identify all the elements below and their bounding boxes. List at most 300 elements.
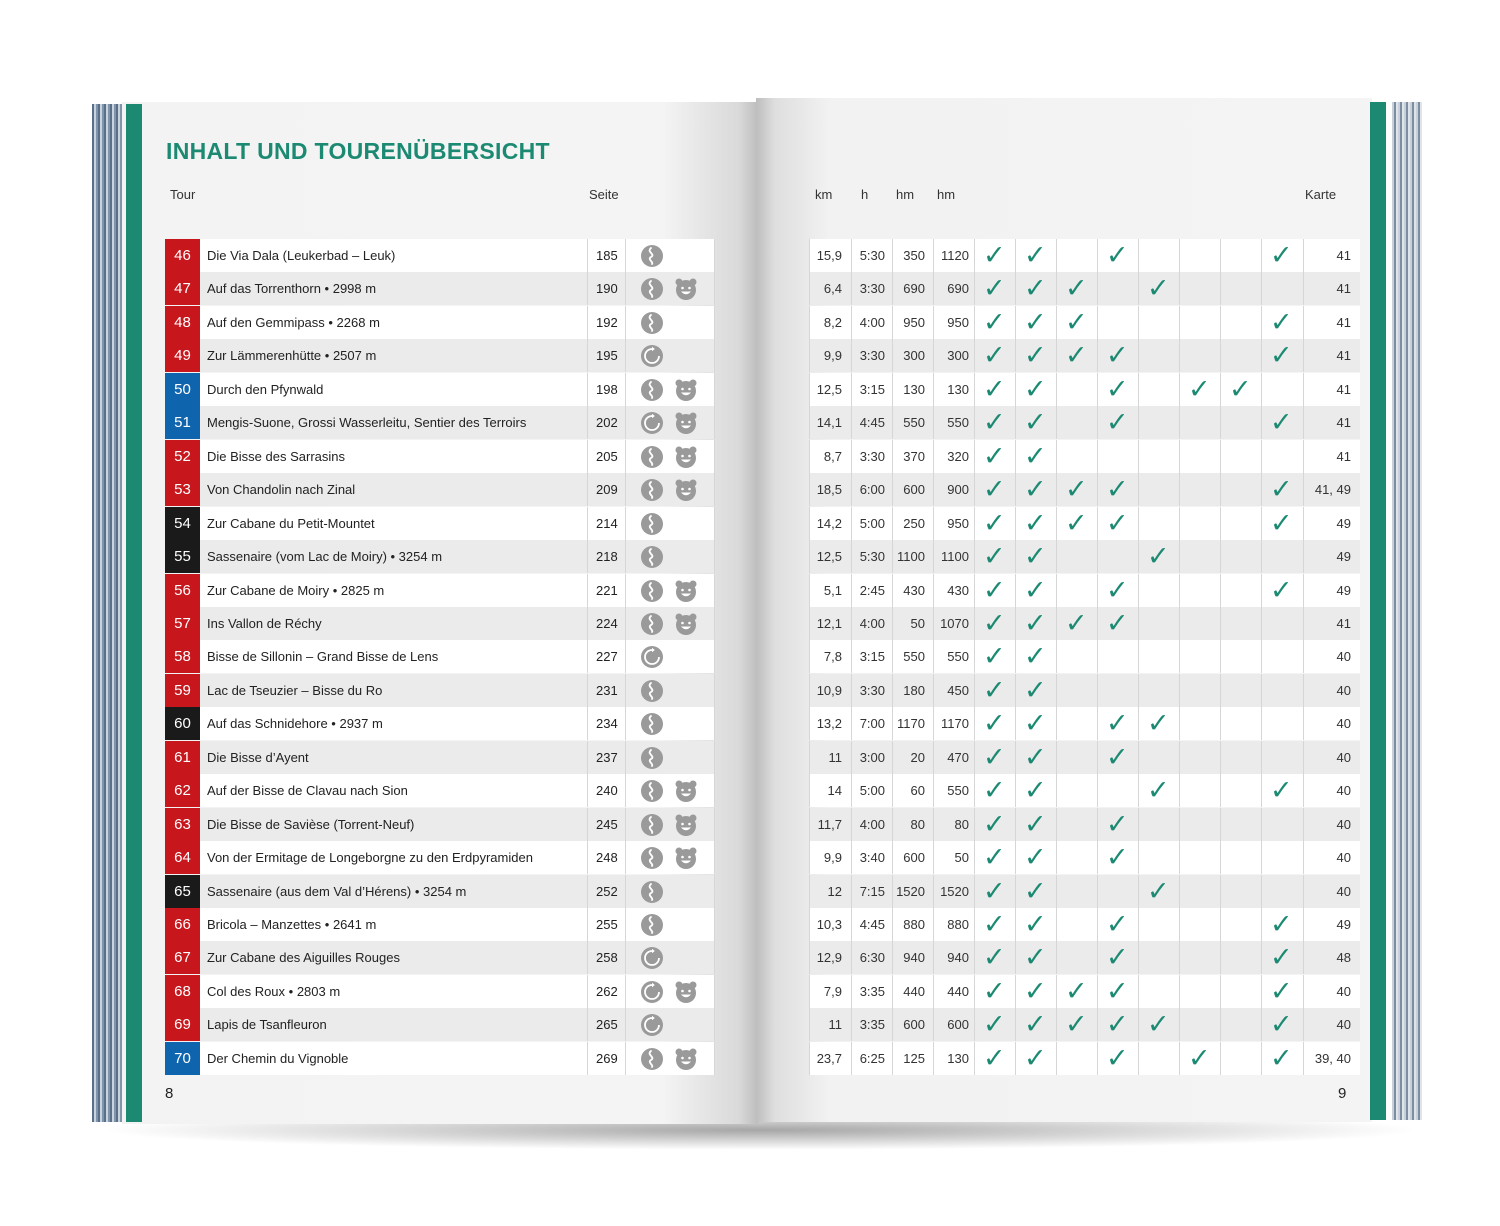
column-divider: [625, 406, 626, 439]
column-divider: [1179, 741, 1180, 774]
tour-page: 202: [596, 415, 618, 431]
route-oneway-icon: [640, 545, 664, 569]
checkmark-icon: ✓: [1270, 909, 1293, 939]
tour-down: 1100: [941, 549, 969, 565]
tour-karte: 49: [1336, 917, 1351, 932]
tour-up: 1170: [897, 716, 925, 732]
checkmark-icon: ✓: [1024, 1042, 1047, 1073]
column-divider: [714, 406, 715, 439]
checkmark-icon: ✓: [983, 240, 1006, 270]
route-oneway-icon: [640, 712, 664, 736]
tour-name[interactable]: Zur Lämmerenhütte • 2507 m: [207, 348, 377, 364]
column-divider: [1097, 640, 1098, 673]
column-divider: [587, 741, 588, 774]
tour-page: 221: [596, 582, 618, 598]
checkmark-icon: ✓: [1106, 474, 1129, 505]
page-title: INHALT UND TOURENÜBERSICHT: [166, 138, 550, 164]
column-divider: [1015, 607, 1016, 640]
tour-km: 14,2: [816, 515, 842, 531]
column-divider: [1015, 473, 1016, 506]
table-row: [809, 841, 1360, 874]
tour-name[interactable]: Col des Roux • 2803 m: [207, 983, 341, 999]
checkmark-icon: ✓: [1065, 273, 1088, 304]
tour-name[interactable]: Auf den Gemmipass • 2268 m: [207, 314, 380, 330]
tour-karte: 40: [1336, 716, 1351, 732]
column-divider: [974, 306, 975, 339]
column-divider: [587, 574, 588, 607]
tour-name[interactable]: Zur Cabane des Aiguilles Rouges: [207, 950, 400, 966]
tour-up: 370: [903, 448, 925, 464]
kids-face-icon: [674, 579, 698, 603]
column-divider: [1097, 406, 1098, 439]
table-row: [165, 574, 715, 607]
tour-name[interactable]: Durch den Pfynwald: [207, 381, 324, 397]
route-oneway-icon: [640, 913, 664, 937]
column-divider: [1097, 306, 1098, 339]
checkmark-icon: ✓: [1106, 574, 1129, 605]
column-divider: [625, 841, 626, 874]
table-row: [809, 306, 1360, 339]
tour-page: 218: [596, 549, 618, 565]
column-divider: [1220, 540, 1221, 573]
column-divider: [625, 908, 626, 941]
header-hm-down: hm: [937, 187, 956, 202]
table-row: [809, 339, 1360, 372]
tour-number-badge: 49: [165, 339, 200, 372]
tour-name[interactable]: Sassenaire (aus dem Val d’Hérens) • 3254 m: [207, 883, 467, 899]
column-divider: [1056, 406, 1057, 439]
column-divider: [625, 440, 626, 473]
column-divider: [1179, 272, 1180, 305]
column-divider: [974, 1008, 975, 1041]
column-divider: [1261, 473, 1262, 506]
table-row: [809, 574, 1360, 607]
tour-km: 15,9: [816, 248, 842, 263]
table-row: [809, 640, 1360, 673]
tour-karte: 40: [1336, 816, 1351, 832]
column-divider: [625, 272, 626, 305]
tour-name[interactable]: Zur Cabane du Petit-Mountet: [207, 515, 375, 531]
column-divider: [587, 640, 588, 673]
column-divider: [974, 774, 975, 807]
tour-karte: 49: [1336, 549, 1351, 565]
column-divider: [1261, 808, 1262, 841]
table-row: [165, 607, 715, 640]
column-divider: [1015, 640, 1016, 673]
column-divider: [625, 574, 626, 607]
tour-down: 550: [947, 783, 969, 799]
column-divider: [974, 406, 975, 439]
tour-number-badge: 54: [165, 507, 200, 540]
checkmark-icon: ✓: [1024, 942, 1047, 973]
tour-number-badge: 53: [165, 473, 200, 506]
column-divider: [1015, 1008, 1016, 1041]
checkmark-icon: ✓: [983, 641, 1006, 672]
column-divider: [1261, 908, 1262, 941]
checkmark-icon: ✓: [1106, 975, 1129, 1006]
tour-h: 3:15: [859, 649, 885, 665]
tour-up: 20: [910, 749, 925, 765]
tour-karte: 41, 49: [1314, 482, 1351, 498]
column-divider: [1179, 607, 1180, 640]
tour-number-badge: 68: [165, 975, 200, 1008]
tour-km: 11: [828, 1017, 842, 1033]
tour-number-badge: 69: [165, 1008, 200, 1041]
column-divider: [1056, 674, 1057, 707]
tour-h: 5:30: [859, 549, 885, 565]
table-row: [165, 272, 715, 305]
kids-face-icon: [674, 980, 698, 1004]
checkmark-icon: ✓: [1106, 507, 1129, 538]
tour-name[interactable]: Die Bisse des Sarrasins: [207, 448, 345, 464]
tour-page: 248: [596, 850, 618, 866]
tour-up: 250: [903, 515, 925, 531]
column-divider: [974, 440, 975, 473]
tour-h: 3:30: [859, 448, 885, 464]
tour-h: 3:30: [859, 281, 885, 297]
checkmark-icon: ✓: [1147, 1009, 1170, 1040]
tour-karte: 41: [1336, 615, 1351, 631]
tour-number-badge: 46: [165, 239, 200, 272]
column-divider: [1138, 741, 1139, 774]
column-divider: [1015, 741, 1016, 774]
column-divider: [1179, 507, 1180, 540]
tour-km: 12,5: [816, 549, 842, 565]
tour-page: 190: [596, 281, 618, 297]
column-divider: [1179, 339, 1180, 372]
column-divider: [1138, 339, 1139, 372]
column-divider: [587, 975, 588, 1008]
tour-karte: 41: [1336, 415, 1351, 431]
column-divider: [1056, 941, 1057, 974]
table-row: [165, 540, 715, 573]
tour-up: 880: [903, 917, 925, 932]
tour-km: 12,5: [816, 381, 842, 397]
tour-number-badge: 61: [165, 741, 200, 774]
tour-up: 600: [903, 482, 925, 498]
tour-name[interactable]: Ins Vallon de Réchy: [207, 615, 322, 631]
tour-down: 1120: [941, 248, 969, 263]
tour-page: 265: [596, 1017, 618, 1033]
right-green-strip: [1370, 102, 1386, 1120]
checkmark-icon: ✓: [1106, 607, 1129, 638]
column-divider: [587, 707, 588, 740]
route-oneway-icon: [640, 746, 664, 770]
tour-number-badge: 55: [165, 540, 200, 573]
column-divider: [1015, 574, 1016, 607]
column-divider: [974, 908, 975, 941]
checkmark-icon: ✓: [1106, 842, 1129, 873]
column-divider: [1097, 941, 1098, 974]
column-divider: [1261, 540, 1262, 573]
tour-up: 430: [903, 582, 925, 598]
column-divider: [714, 975, 715, 1008]
tour-name[interactable]: Bricola – Manzettes • 2641 m: [207, 917, 377, 932]
column-divider: [1056, 440, 1057, 473]
tour-km: 8,7: [823, 448, 842, 464]
column-divider: [625, 941, 626, 974]
tour-name[interactable]: Lac de Tseuzier – Bisse du Ro: [207, 682, 383, 698]
tour-up: 550: [903, 649, 925, 665]
column-divider: [1261, 406, 1262, 439]
column-divider: [587, 272, 588, 305]
column-divider: [1056, 908, 1057, 941]
tour-karte: 41: [1336, 281, 1351, 297]
column-divider: [1097, 808, 1098, 841]
checkmark-icon: ✓: [1270, 240, 1293, 270]
tour-up: 1100: [897, 549, 925, 565]
checkmark-icon: ✓: [1024, 440, 1047, 471]
column-divider: [1015, 540, 1016, 573]
tour-name[interactable]: Zur Cabane de Moiry • 2825 m: [207, 582, 385, 598]
table-row: [809, 1008, 1360, 1041]
kids-face-icon: [674, 612, 698, 636]
checkmark-icon: ✓: [1147, 708, 1170, 739]
tour-name[interactable]: Von der Ermitage de Longeborgne zu den Erdpyramiden: [207, 850, 533, 866]
column-divider: [625, 373, 626, 406]
tour-karte: 49: [1336, 515, 1351, 531]
column-divider: [1220, 473, 1221, 506]
column-divider: [974, 1042, 975, 1075]
column-divider: [1179, 1042, 1180, 1075]
table-row: [165, 741, 715, 774]
route-loop-icon: [640, 1013, 664, 1037]
column-divider: [1261, 975, 1262, 1008]
tour-karte: 49: [1336, 582, 1351, 598]
column-divider: [1097, 607, 1098, 640]
table-row: [165, 440, 715, 473]
column-divider: [587, 406, 588, 439]
column-divider: [587, 239, 588, 272]
checkmark-icon: ✓: [983, 1042, 1006, 1073]
column-divider: [1138, 272, 1139, 305]
column-divider: [1179, 875, 1180, 908]
column-divider: [974, 373, 975, 406]
column-divider: [1220, 707, 1221, 740]
column-divider: [1015, 239, 1016, 272]
tour-name[interactable]: Der Chemin du Vignoble: [207, 1050, 349, 1066]
checkmark-icon: ✓: [983, 574, 1006, 605]
column-divider: [974, 473, 975, 506]
column-divider: [587, 540, 588, 573]
tour-name[interactable]: Lapis de Tsanfleuron: [207, 1017, 327, 1033]
kids-face-icon: [674, 813, 698, 837]
column-divider: [625, 507, 626, 540]
tour-number-badge: 58: [165, 640, 200, 673]
column-divider: [1015, 440, 1016, 473]
column-divider: [1097, 707, 1098, 740]
column-divider: [714, 875, 715, 908]
tour-number-badge: 52: [165, 440, 200, 473]
tour-name[interactable]: Auf das Schnidehore • 2937 m: [207, 716, 383, 732]
tour-name[interactable]: Die Bisse de Savièse (Torrent-Neuf): [207, 816, 415, 832]
table-row: [165, 239, 715, 272]
tour-name[interactable]: Von Chandolin nach Zinal: [207, 482, 356, 498]
column-divider: [714, 373, 715, 406]
tour-name[interactable]: Mengis-Suone, Grossi Wasserleitu, Sentier des Terroirs: [207, 415, 527, 431]
checkmark-icon: ✓: [1106, 1042, 1129, 1073]
column-divider: [714, 674, 715, 707]
column-divider: [1220, 440, 1221, 473]
kids-face-icon: [674, 445, 698, 469]
tour-km: 10,3: [816, 917, 842, 932]
route-oneway-icon: [640, 512, 664, 536]
column-divider: [1056, 239, 1057, 272]
column-divider: [974, 875, 975, 908]
column-divider: [714, 540, 715, 573]
column-divider: [1138, 875, 1139, 908]
column-divider: [1261, 941, 1262, 974]
checkmark-icon: ✓: [1106, 942, 1129, 973]
table-row: [165, 1008, 715, 1041]
kids-face-icon: [674, 411, 698, 435]
column-divider: [1261, 306, 1262, 339]
tour-name[interactable]: Auf der Bisse de Clavau nach Sion: [207, 783, 408, 799]
tour-km: 12: [827, 883, 842, 899]
tour-up: 940: [903, 950, 925, 966]
checkmark-icon: ✓: [1147, 273, 1170, 304]
checkmark-icon: ✓: [1024, 474, 1047, 505]
tour-karte: 41: [1336, 348, 1351, 364]
tour-page: 255: [596, 917, 618, 932]
checkmark-icon: ✓: [1270, 1042, 1293, 1073]
tour-km: 7,8: [823, 649, 842, 665]
column-divider: [1220, 306, 1221, 339]
tour-km: 14: [827, 783, 842, 799]
tour-name[interactable]: Die Bisse d’Ayent: [207, 749, 309, 765]
table-row: [165, 774, 715, 807]
column-divider: [1220, 373, 1221, 406]
column-divider: [1015, 908, 1016, 941]
column-divider: [1015, 941, 1016, 974]
column-divider: [587, 841, 588, 874]
tour-page: 252: [596, 883, 618, 899]
tour-up: 50: [910, 615, 925, 631]
tour-karte: 40: [1336, 749, 1351, 765]
column-divider: [1220, 908, 1221, 941]
column-divider: [1097, 239, 1098, 272]
tour-page: 258: [596, 950, 618, 966]
tour-karte: 48: [1336, 950, 1351, 966]
column-divider: [1261, 1008, 1262, 1041]
column-divider: [1056, 774, 1057, 807]
column-divider: [1220, 339, 1221, 372]
tour-karte: 40: [1336, 883, 1351, 899]
column-divider: [1138, 306, 1139, 339]
checkmark-icon: ✓: [983, 273, 1006, 304]
table-row: [809, 741, 1360, 774]
route-oneway-icon: [640, 445, 664, 469]
column-divider: [1261, 741, 1262, 774]
table-row: [809, 540, 1360, 573]
column-divider: [1056, 607, 1057, 640]
column-divider: [1220, 774, 1221, 807]
tour-number-badge: 47: [165, 272, 200, 305]
column-divider: [1097, 741, 1098, 774]
column-divider: [1097, 272, 1098, 305]
checkmark-icon: ✓: [1106, 373, 1129, 404]
table-row: [165, 406, 715, 439]
column-divider: [714, 941, 715, 974]
column-divider: [1097, 875, 1098, 908]
column-divider: [587, 774, 588, 807]
column-divider: [1179, 674, 1180, 707]
checkmark-icon: ✓: [983, 875, 1006, 906]
tour-name[interactable]: Sassenaire (vom Lac de Moiry) • 3254 m: [207, 549, 443, 565]
tour-down: 1520: [940, 883, 969, 899]
checkmark-icon: ✓: [1065, 975, 1088, 1006]
column-divider: [587, 1042, 588, 1075]
column-divider: [1220, 941, 1221, 974]
page-number-right: 9: [1338, 1085, 1347, 1102]
table-row: [809, 440, 1360, 473]
tour-page: 224: [596, 615, 618, 631]
column-divider: [1056, 373, 1057, 406]
tour-km: 10,9: [816, 682, 842, 698]
column-divider: [625, 1008, 626, 1041]
column-divider: [974, 272, 975, 305]
column-divider: [1056, 540, 1057, 573]
route-oneway-icon: [640, 813, 664, 837]
tour-page: 231: [596, 682, 618, 698]
column-divider: [974, 808, 975, 841]
column-divider: [714, 607, 715, 640]
table-row: [165, 808, 715, 841]
tour-down: 1170: [941, 716, 969, 732]
column-divider: [1261, 440, 1262, 473]
column-divider: [1056, 1042, 1057, 1075]
checkmark-icon: ✓: [1024, 340, 1047, 371]
tour-name[interactable]: Bisse de Sillonin – Grand Bisse de Lens: [207, 649, 439, 665]
checkmark-icon: ✓: [1024, 507, 1047, 538]
column-divider: [1261, 607, 1262, 640]
tour-up: 125: [903, 1050, 925, 1066]
route-loop-icon: [640, 411, 664, 435]
tour-number-badge: 51: [165, 406, 200, 439]
tour-name[interactable]: Die Via Dala (Leukerbad – Leuk): [207, 248, 396, 263]
column-divider: [1138, 574, 1139, 607]
column-divider: [714, 574, 715, 607]
column-divider: [625, 975, 626, 1008]
route-oneway-icon: [640, 311, 664, 335]
column-divider: [1179, 440, 1180, 473]
checkmark-icon: ✓: [1024, 708, 1047, 739]
column-divider: [1220, 674, 1221, 707]
tour-down: 1070: [940, 615, 969, 631]
column-divider: [625, 607, 626, 640]
checkmark-icon: ✓: [1024, 808, 1047, 839]
tour-up: 130: [903, 381, 925, 397]
column-divider: [974, 975, 975, 1008]
table-row: [165, 707, 715, 740]
tour-name[interactable]: Auf das Torrenthorn • 2998 m: [207, 281, 377, 297]
tour-up: 440: [903, 983, 925, 999]
header-tour: Tour: [170, 187, 196, 202]
tour-karte: 41: [1336, 381, 1351, 397]
column-divider: [1138, 540, 1139, 573]
column-divider: [1056, 306, 1057, 339]
tour-h: 4:00: [859, 314, 885, 330]
column-divider: [1097, 1042, 1098, 1075]
column-divider: [1138, 607, 1139, 640]
tour-down: 450: [947, 682, 969, 698]
tour-down: 550: [947, 415, 969, 431]
tour-h: 3:40: [859, 850, 885, 866]
table-row: [809, 975, 1360, 1008]
table-row: [165, 875, 715, 908]
column-divider: [1138, 841, 1139, 874]
checkmark-icon: ✓: [1024, 574, 1047, 605]
